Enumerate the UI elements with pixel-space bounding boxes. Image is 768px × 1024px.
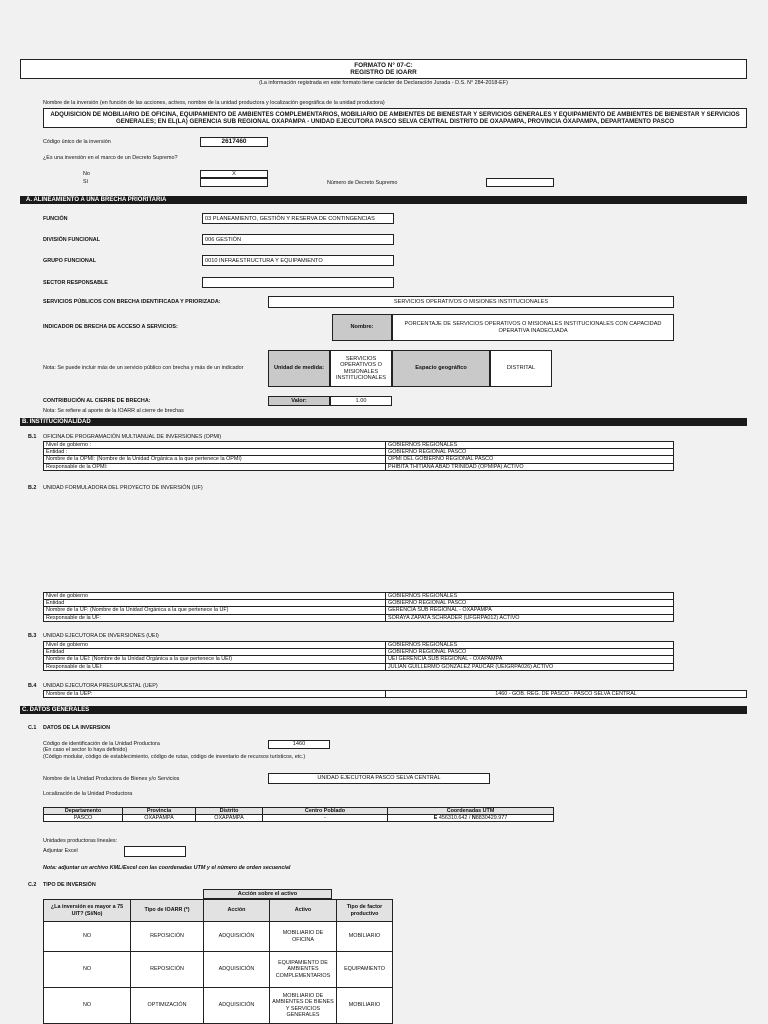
decree-no-mark: X: [232, 170, 236, 177]
row-value: UEI GERENCIA SUB REGIONAL - OXAPAMPA: [386, 656, 674, 663]
col-header: Activo: [270, 900, 337, 922]
name-up-value: UNIDAD EJECUTORA PASCO SELVA CENTRAL: [317, 775, 441, 782]
register-title: REGISTRO DE IOARR: [350, 69, 417, 76]
investment-code-label: Código único de la inversión: [43, 139, 111, 145]
format-title-box: [20, 59, 747, 79]
nota-indicador: Nota: Se puede incluir más de un servicio público con brecha y más de un indicador: [43, 365, 244, 371]
tipo-group-header-label: Acción sobre el activo: [237, 890, 298, 897]
excel-note: Nota: adjuntar un archivo KML/Excel con las coordenadas UTM y el número de orden secuencial: [43, 865, 291, 871]
table-row: [44, 952, 393, 988]
cell-activo: EQUIPAMIENTO DE AMBIENTES COMPLEMENTARIOS: [270, 952, 337, 988]
c1-title: DATOS DE LA INVERSION: [43, 725, 110, 731]
contribucion-note: Nota: Se refiere al aporte de la IOARR al cierre de brechas: [43, 408, 184, 414]
b2-number: B.2: [28, 485, 37, 491]
code-up-field: [268, 740, 330, 749]
b1-number: B.1: [28, 434, 37, 440]
row-label: Entidad: [44, 600, 386, 607]
row-value: PHIBITA THITIANA ABAD TRINIDAD (OPMIPA) ACTIVO: [386, 463, 674, 470]
division-label: DIVISIÓN FUNCIONAL: [43, 237, 100, 243]
servicios-label: SERVICIOS PÚBLICOS CON BRECHA IDENTIFICADA Y PRIORIZADA:: [43, 299, 221, 305]
b3-table: [43, 641, 674, 671]
servicios-field: [268, 296, 674, 308]
lineales-label: Unidades productoras lineales:: [43, 838, 118, 844]
grupo-field: [202, 255, 394, 266]
row-value: OPMI DEL GOBIERNO REGIONAL PASCO: [386, 456, 674, 463]
servicios-value: SERVICIOS OPERATIVOS O MISIONES INSTITUCIONALES: [393, 298, 549, 305]
cell-activo: MOBILIARIO DE OFICINA: [270, 922, 337, 952]
col-header: ¿La inversión es mayor a 75 UIT? (Sí/No): [44, 900, 131, 922]
b4-table: [43, 690, 747, 698]
table-row: [44, 691, 747, 698]
grupo-label: GRUPO FUNCIONAL: [43, 258, 97, 264]
division-field: [202, 234, 394, 245]
row-value: GOBIERNOS REGIONALES: [386, 642, 674, 649]
cell-accion: ADQUISICIÓN: [204, 952, 270, 988]
grupo-value: 0010 INFRAESTRUCTURA Y EQUIPAMIENTO: [205, 258, 323, 264]
sector-label: SECTOR RESPONSABLE: [43, 280, 108, 286]
location-label: Localización de la Unidad Productora: [43, 791, 133, 797]
cell-coordenadas: [388, 815, 554, 822]
table-header-row: [44, 808, 554, 815]
col-header: Provincia: [123, 808, 196, 815]
name-up-label: Nombre de la Unidad Productora de Bienes y/o Servicios: [43, 776, 180, 782]
decree-number-label: Número de Decreto Supremo: [327, 180, 398, 186]
table-row: [44, 988, 393, 1024]
cell-factor: MOBILIARIO: [337, 988, 393, 1024]
cell-factor: EQUIPAMIENTO: [337, 952, 393, 988]
b4-title: UNIDAD EJECUTORA PRESUPUESTAL (UEP): [43, 683, 158, 689]
code-up-label-line: Código de identificación de la Unidad Productora: [43, 741, 160, 747]
table-row: [44, 642, 674, 649]
funcion-value: 03 PLANEAMIENTO, GESTIÓN Y RESERVA DE CONTINGENCIAS: [205, 216, 375, 222]
tipo-group-header: [203, 889, 332, 899]
cell-mayor: NO: [44, 922, 131, 952]
col-header: Coordenadas UTM: [388, 808, 554, 815]
table-row: [44, 593, 674, 600]
code-up-label-line: (Código modular, código de establecimiento, código de rutas, código de inventario de recursos turísticos, etc.): [43, 753, 306, 760]
row-label: Nombre de la UEP:: [44, 691, 386, 698]
excel-label: Adjuntar Excel: [43, 848, 78, 854]
table-row: [44, 815, 554, 822]
espacio-label-cell: [392, 350, 490, 387]
col-header: Departamento: [44, 808, 123, 815]
valor-label: Valor:: [291, 397, 307, 404]
row-label: Nombre de la UEI: (Nombre de la Unidad Orgánica a la que pertenece la UEI): [44, 656, 386, 663]
section-a-header: [20, 196, 747, 204]
table-row: [44, 442, 674, 449]
cell-departamento: PASCO: [44, 815, 123, 822]
table-row: [44, 607, 674, 614]
nombre-label: Nombre:: [350, 324, 374, 331]
col-header: Acción: [204, 900, 270, 922]
decree-number-field[interactable]: [486, 178, 554, 187]
b2-title: UNIDAD FORMULADORA DEL PROYECTO DE INVERSIÓN (UF): [43, 485, 203, 491]
unidad-value: SERVICIOS OPERATIVOS O MISIONALES INSTITUCIONALES: [335, 355, 387, 381]
table-row: [44, 449, 674, 456]
row-value: GOBIERNO REGIONAL PASCO: [386, 600, 674, 607]
cell-mayor: NO: [44, 952, 131, 988]
b3-number: B.3: [28, 633, 37, 639]
table-row: [44, 456, 674, 463]
b1-title: OFICINA DE PROGRAMACIÓN MULTIANUAL DE INVERSIONES (OPMI): [43, 434, 222, 440]
section-b-header: [20, 418, 747, 426]
table-row: [44, 600, 674, 607]
cell-accion: ADQUISICIÓN: [204, 988, 270, 1024]
table-row: [44, 656, 674, 663]
row-label: Nivel de gobierno: [44, 593, 386, 600]
cell-mayor: NO: [44, 988, 131, 1024]
code-up-label-line: (En caso el sector lo haya definido): [43, 747, 128, 754]
cell-activo: MOBILIARIO DE AMBIENTES DE BIENES Y SERVICIOS GENERALES: [270, 988, 337, 1024]
cell-tipo: OPTIMIZACIÓN: [131, 988, 204, 1024]
format-note: (La información registrada en este formato tiene carácter de Declaración Jurada - D.S. N° 284-2018-EF): [259, 80, 508, 86]
investment-code-value: 2617460: [221, 138, 247, 146]
espacio-field: [490, 350, 552, 387]
row-value: SORAYA ZAPATA SCHRADER (UFGRPA012) ACTIVO: [386, 614, 674, 621]
tipo-inversion-table: [43, 899, 393, 1024]
b2-table: [43, 592, 674, 622]
unidad-label: Unidad de medida:: [273, 365, 325, 372]
row-value: GOBIERNOS REGIONALES: [386, 442, 674, 449]
nombre-label-cell: [332, 314, 392, 341]
section-c-title: C. DATOS GENERALES: [22, 707, 90, 713]
excel-field[interactable]: [124, 846, 186, 857]
cell-provincia: OXAPAMPA: [123, 815, 196, 822]
section-c-header: [20, 706, 747, 714]
row-label: Responsable de la OPMI:: [44, 463, 386, 470]
c2-title: TIPO DE INVERSIÓN: [43, 882, 96, 888]
investment-name-label: Nombre de la inversión (en función de las acciones, activos, nombre de la unidad productora y localización geográfica de la unidad productora): [43, 100, 385, 106]
location-table: [43, 807, 554, 822]
c2-number: C.2: [28, 882, 37, 888]
unidad-label-cell: [268, 350, 330, 387]
row-label: Nombre de la UF: (Nombre de la Unidad Orgánica a la que pertenece la UF): [44, 607, 386, 614]
decree-si-checkbox[interactable]: [200, 178, 268, 187]
unidad-field: [330, 350, 392, 387]
division-value: 006 GESTIÓN: [205, 237, 242, 243]
funcion-field: [202, 213, 394, 224]
c1-number: C.1: [28, 725, 37, 731]
section-b-title: B. INSTITUCIONALIDAD: [22, 419, 91, 425]
table-row: [44, 649, 674, 656]
cell-tipo: REPOSICIÓN: [131, 922, 204, 952]
table-row: [44, 922, 393, 952]
b4-number: B.4: [28, 683, 37, 689]
row-label: Responsable de la UF:: [44, 614, 386, 621]
utm-n-value: 8830429.977: [475, 815, 508, 822]
row-value: JULIAN GUILLERMO GONZALEZ PAUCAR (UEIGRPA026) ACTIVO: [386, 663, 674, 670]
row-label: Nombre de la OPMI: (Nombre de la Unidad Orgánica a la que pertenece la OPMI): [44, 456, 386, 463]
row-label: Nivel de gobierno: [44, 642, 386, 649]
contribucion-label: CONTRIBUCIÓN AL CIERRE DE BRECHA:: [43, 398, 151, 404]
investment-name-value: ADQUISICION DE MOBILIARIO DE OFICINA, EQUIPAMIENTO DE AMBIENTES COMPLEMENTARIOS, MOBILIARIO DE AMBIENTES DE BIENESTAR Y SERVICIOS GENERALES Y EQUIPAMIENTO DE AMBIENTES DE BIENESTAR Y SERVICIOS GENERALES; EN EL(LA) GERENCIA SUB REGIONAL OXAPAMPA - UNIDAD EJECUTORA PASCO SELVA CENTRAL DISTRITO DE OXAPAMPA, PROVINCIA OXAPAMPA, DEPARTAMENTO PASCO: [50, 111, 740, 125]
table-row: [44, 614, 674, 621]
decree-si-label: Sí: [83, 179, 89, 185]
table-row: [44, 663, 674, 670]
col-header: Distrito: [196, 808, 263, 815]
valor-field: [330, 396, 392, 406]
section-a-title: A. ALINEAMIENTO A UNA BRECHA PRIORITARIA: [26, 197, 167, 203]
funcion-label: FUNCIÓN: [43, 216, 68, 222]
nombre-field: [392, 314, 674, 341]
utm-n-label: N: [471, 815, 476, 822]
decree-no-label: No: [83, 171, 90, 177]
row-value: GOBIERNO REGIONAL PASCO: [386, 449, 674, 456]
utm-e-label: E: [433, 815, 438, 822]
row-value: GERENCIA SUB REGIONAL - OXAPAMPA: [386, 607, 674, 614]
valor-label-cell: [268, 396, 330, 406]
row-label: Responsable de la UEI:: [44, 663, 386, 670]
valor-value: 1.00: [355, 397, 367, 404]
col-header: Tipo de IOARR (*): [131, 900, 204, 922]
code-up-label: [43, 741, 305, 760]
row-label: Entidad: [44, 649, 386, 656]
decree-question: ¿Es una inversión en el marco de un Decreto Supremo?: [43, 155, 178, 161]
row-label: Entidad :: [44, 449, 386, 456]
code-up-value: 1460: [292, 741, 306, 748]
decree-no-checkbox[interactable]: [200, 170, 268, 178]
cell-centro-poblado: -: [263, 815, 388, 822]
row-label: Nivel de gobierno :: [44, 442, 386, 449]
cell-distrito: OXAPAMPA: [196, 815, 263, 822]
espacio-value: DISTRITAL: [506, 365, 536, 372]
row-value: GOBIERNOS REGIONALES: [386, 593, 674, 600]
investment-name-field: [43, 108, 747, 128]
utm-e-value: 456310.642 /: [438, 815, 471, 822]
espacio-label: Espacio geográfico: [415, 365, 467, 372]
cell-tipo: REPOSICIÓN: [131, 952, 204, 988]
format-title: FORMATO N° 07-C:: [354, 61, 413, 69]
table-row: [44, 463, 674, 470]
b3-title: UNIDAD EJECUTORA DE INVERSIONES (UEI): [43, 633, 159, 639]
col-header: Tipo de factor productivo: [337, 900, 393, 922]
row-value: GOBIERNO REGIONAL PASCO: [386, 649, 674, 656]
table-header-row: [44, 900, 393, 922]
col-header: Centro Poblado: [263, 808, 388, 815]
investment-code-field: [200, 137, 268, 147]
sector-field: [202, 277, 394, 288]
b1-table: [43, 441, 674, 471]
name-up-field: [268, 773, 490, 784]
nombre-value: PORCENTAJE DE SERVICIOS OPERATIVOS O MISIONALES INSTITUCIONALES CON CAPACIDAD OPERATIVA INADECUADA: [404, 321, 662, 334]
cell-factor: MOBILIARIO: [337, 922, 393, 952]
indicador-label: INDICADOR DE BRECHA DE ACCESO A SERVICIOS:: [43, 324, 178, 330]
row-value: 1460 - GOB. REG. DE PASCO - PASCO SELVA CENTRAL: [386, 691, 747, 698]
cell-accion: ADQUISICIÓN: [204, 922, 270, 952]
